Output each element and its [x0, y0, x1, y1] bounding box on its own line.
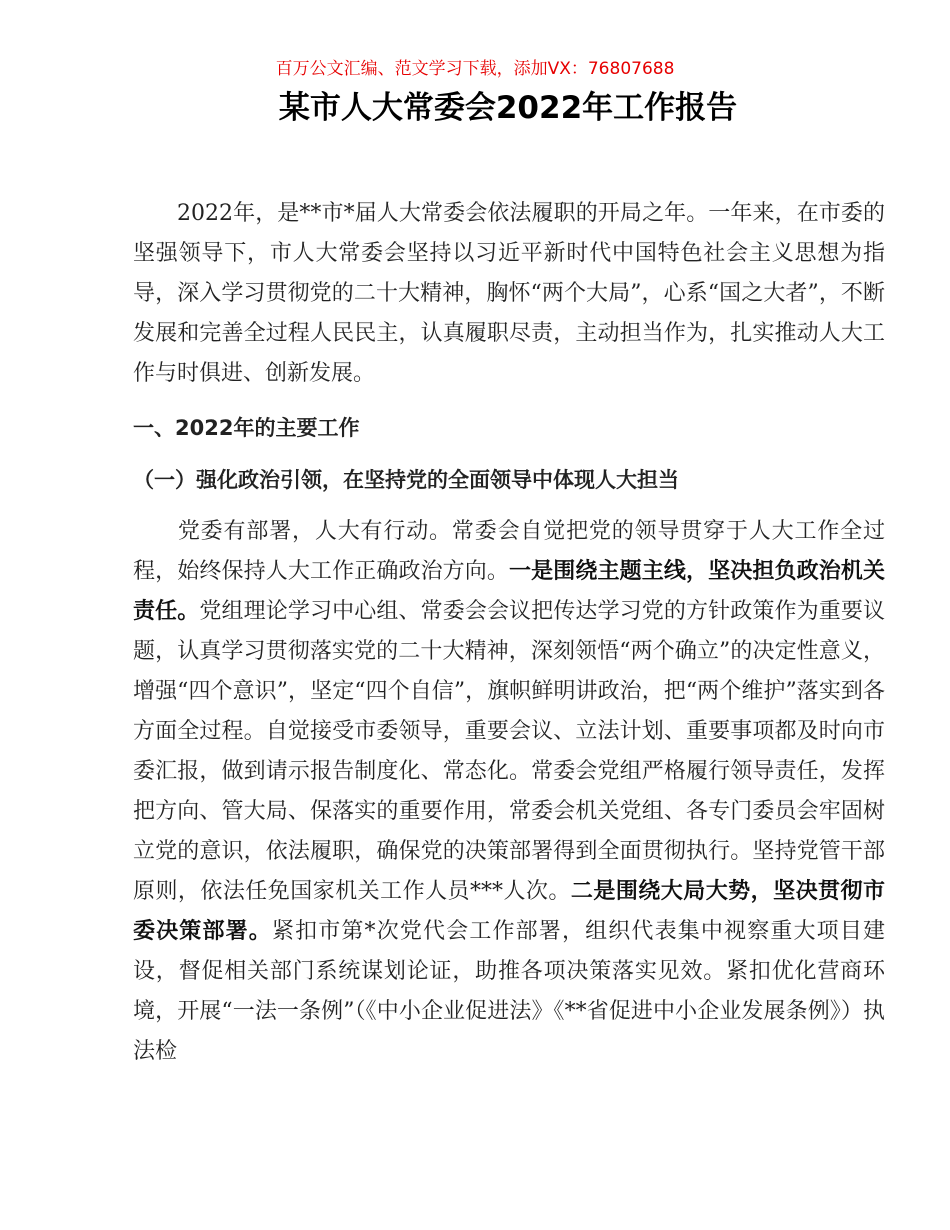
- intro-paragraph-text: 2022年，是**市*届人大常委会依法履职的开局之年。一年来，在市委的坚强领导下，市人大常委会坚持以习近平新时代中国特色社会主义思想为指导，深入学习贯彻党的二十大精神，胸怀“两个大局”，心系“国之大者”，不断发展和完善全过程人民民主，认真履职尽责，主动担当作为，扎实推动人大工作与时俱进、创新发展。: [133, 201, 885, 386]
- bold-point-2: 二是围绕大局大势，坚决贯彻市委决策部署。: [133, 879, 885, 944]
- bold-point-1: 一是围绕主题主线，坚决担负政治机关责任。: [133, 559, 885, 624]
- watermark-banner: 百万公文汇编、范文学习下载，添加VX：76807688: [275, 59, 675, 79]
- intro-paragraph: [133, 194, 885, 394]
- body-paragraph: [133, 512, 885, 1072]
- body-text-part-3: 紧扣市第*次党代会工作部署，组织代表集中视察重大项目建设，督促相关部门系统谋划论证，助推各项决策落实见效。紧扣优化营商环境，开展“一法一条例”（《中小企业促进法》《**省促进中小企业发展条例》）执法检: [133, 919, 885, 1064]
- subsection-heading: （一）强化政治引领，在坚持党的全面领导中体现人大担当: [133, 468, 679, 492]
- section-heading: 一、2022年的主要工作: [133, 416, 360, 440]
- document-title: 某市人大常委会2022年工作报告: [278, 90, 738, 126]
- body-text-part-2: 党组理论学习中心组、常委会会议把传达学习党的方针政策作为重要议题，认真学习贯彻落实党的二十大精神，深刻领悟“两个确立”的决定性意义，增强“四个意识”，坚定“四个自信”，旗帜鲜明讲政治，把“两个维护”落实到各方面全过程。自觉接受市委领导，重要会议、立法计划、重要事项都及时向市委汇报，做到请示报告制度化、常态化。常委会党组严格履行领导责任，发挥把方向、管大局、保落实的重要作用，常委会机关党组、各专门委员会牢固树立党的意识，依法履职，确保党的决策部署得到全面贯彻执行。坚持党管干部原则，依法任免国家机关工作人员***人次。: [133, 599, 885, 904]
- body-text-part-1: 党委有部署，人大有行动。常委会自觉把党的领导贯穿于人大工作全过程，始终保持人大工作正确政治方向。: [133, 519, 885, 584]
